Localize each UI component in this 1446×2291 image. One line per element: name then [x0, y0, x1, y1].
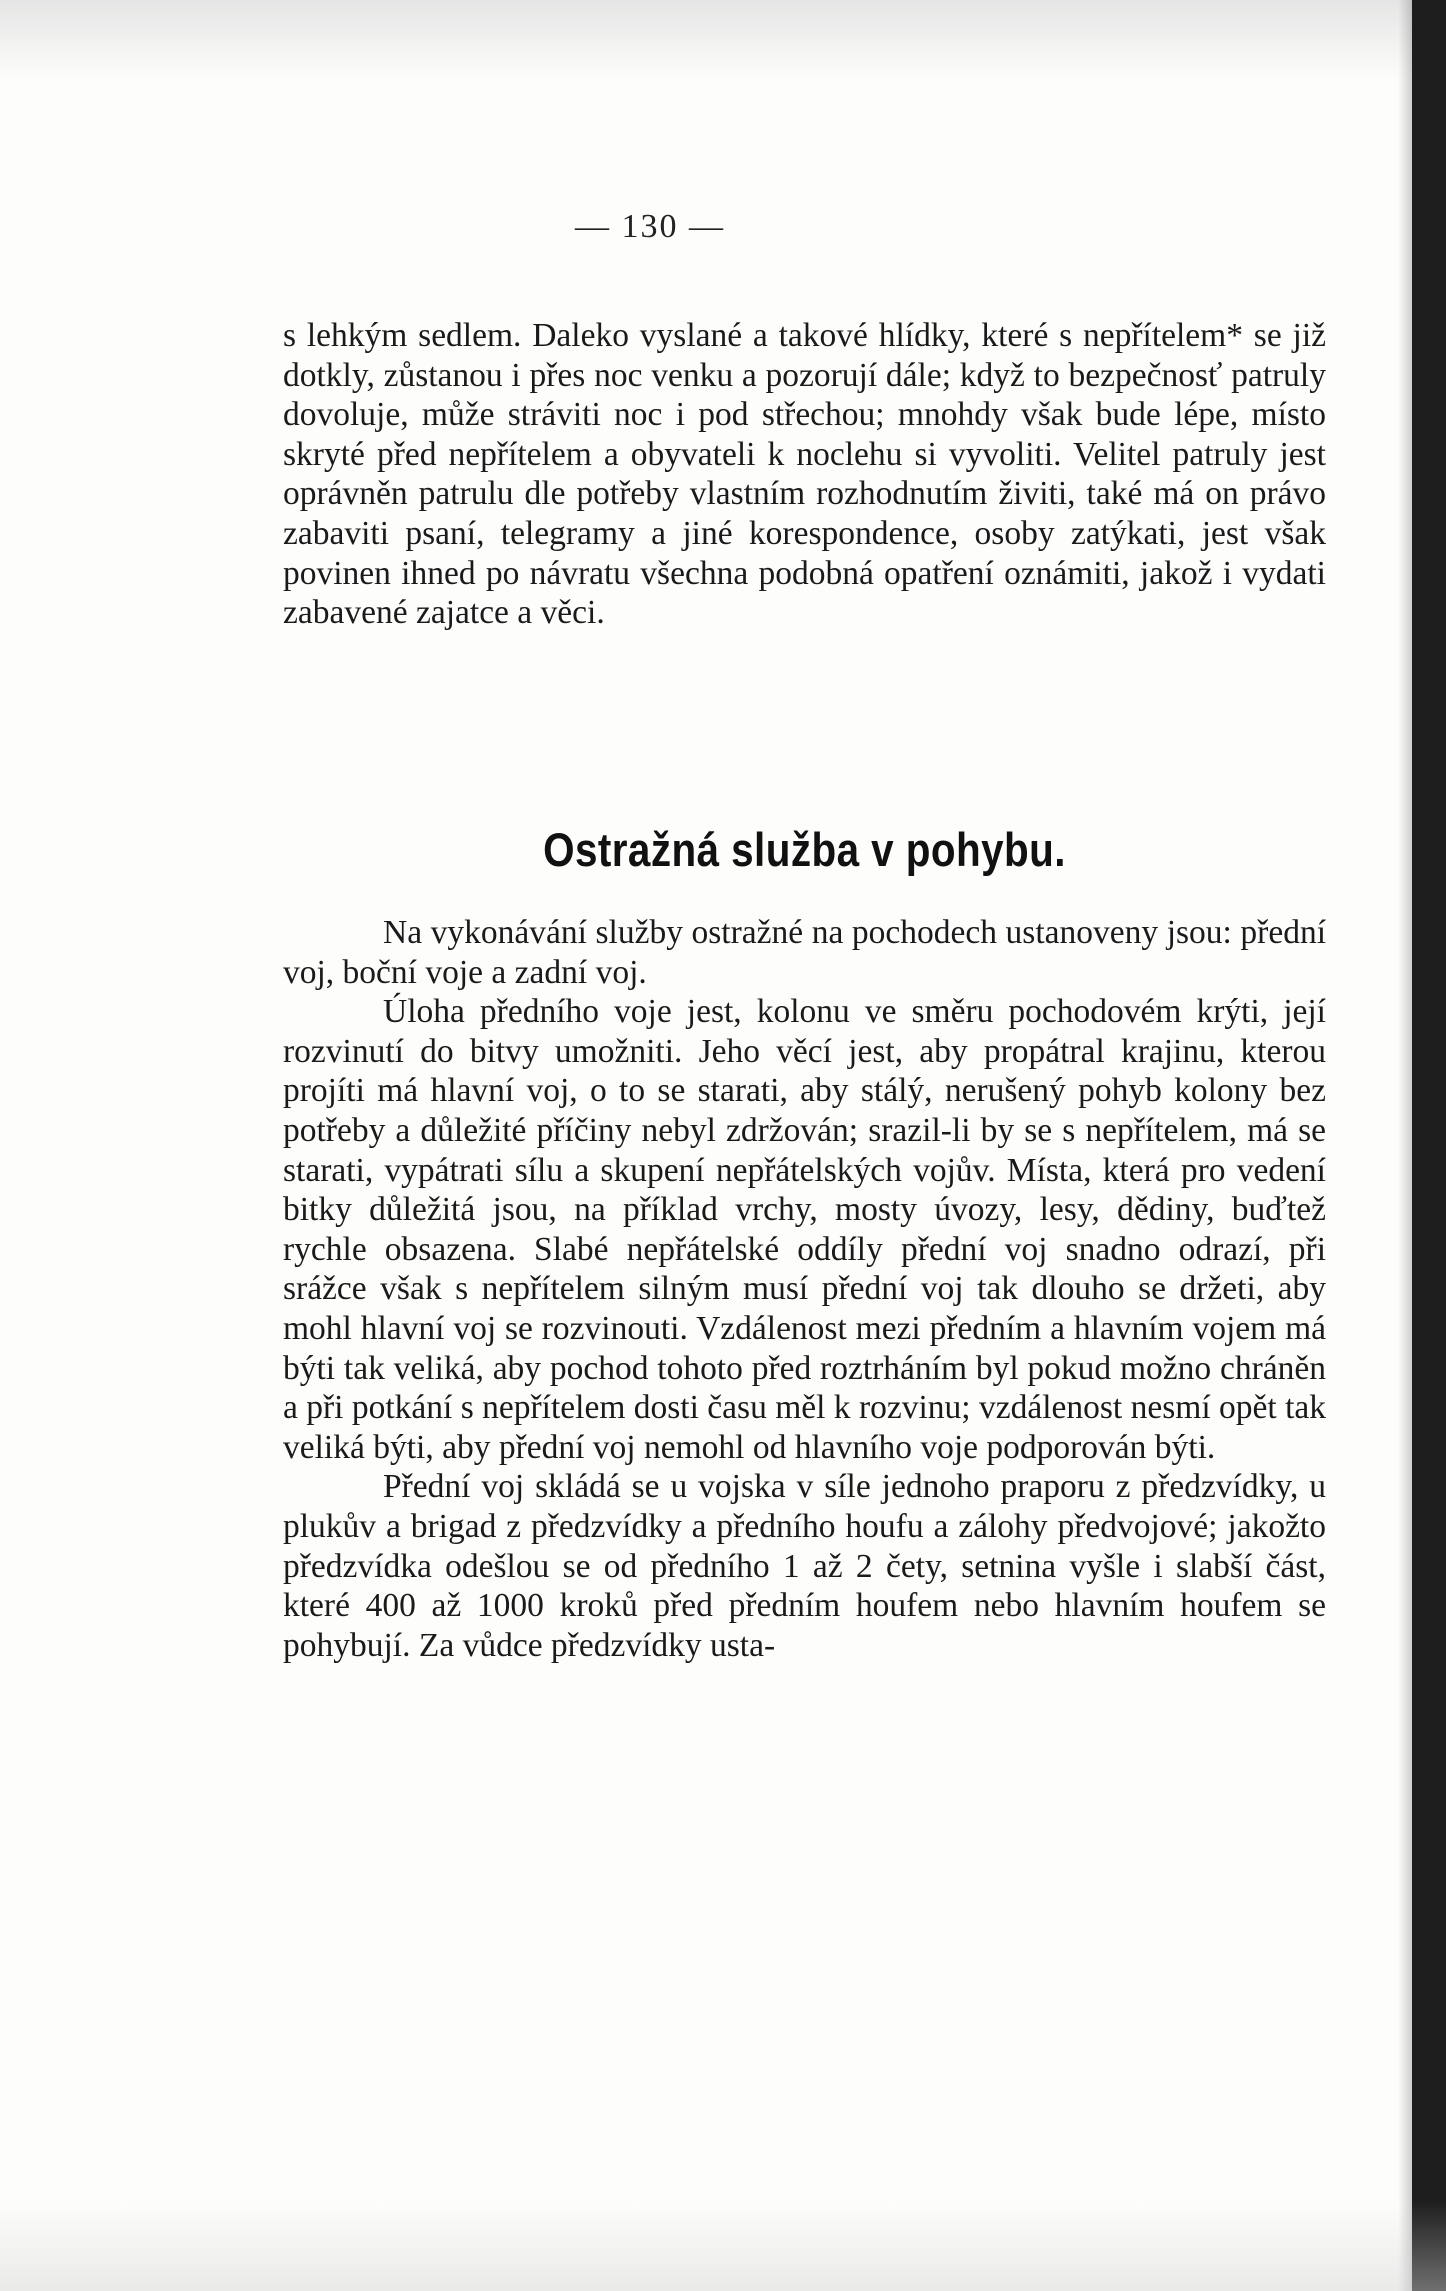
- scan-right-border: [1412, 0, 1446, 2291]
- paragraph-3: Přední voj skládá se u vojska v síle jednoho praporu z předzvídky, u plukův a brigad z předzvídky a předního houfu a zálohy předvojové; jakožto předzvídka odešlou se od předního 1 až 2 čety, setnina vyšle i slabší část, které 400 až 1000 kroků před předním houfem nebo hlavním houfem se pohybují. Za vůdce předzvídky usta-: [283, 1468, 1326, 1664]
- scan-bottom-shadow: [0, 2201, 1446, 2291]
- paragraph-1: Na vykonávání služby ostražné na pochodech ustanoveny jsou: přední voj, boční voje a zadní voj.: [283, 914, 1326, 991]
- main-text-block: [283, 913, 1326, 1665]
- intro-text-block: [283, 316, 1326, 633]
- intro-paragraph: s lehkým sedlem. Daleko vyslané a takové hlídky, které s nepřítelem* se již dotkly, zůstanou i přes noc venku a pozorují dále; když to bezpečnosť patruly dovoluje, může stráviti noc i pod střechou; mnohdy však bude lépe, místo skryté před nepřítelem a obyvateli k noclehu si vyvoliti. Velitel patruly jest oprávněn patrulu dle potřeby vlastním rozhodnutím živiti, také má on právo zabaviti psaní, telegramy a jiné korespondence, osoby zatýkati, jest však povinen ihned po návratu všechna podobná opatření oznámiti, jakož i vydati zabavené zajatce a věci.: [283, 317, 1326, 632]
- paragraph-2: Úloha předního voje jest, kolonu ve směru pochodovém krýti, její rozvinutí do bitvy umožniti. Jeho věcí jest, aby propátral krajinu, kterou projíti má hlavní voj, o to se starati, aby stálý, nerušený pohyb kolony bez potřeby a důležité příčiny nebyl zdržován; srazil-li by se s nepřítelem, má se starati, vypátrati sílu a skupení nepřátelských vojův. Místa, která pro vedení bitky důležitá jsou, na příklad vrchy, mosty úvozy, lesy, dědiny, buďtež rychle obsazena. Slabé nepřátelské oddíly přední voj snadno odrazí, při srážce však s nepřítelem silným musí přední voj tak dlouho se držeti, aby mohl hlavní voj se rozvinouti. Vzdálenost mezi předním a hlavním vojem má býti tak veliká, aby pochod tohoto před roztrháním byl pokud možno chráněn a při potkání s nepřítelem dosti času měl k rozvinu; vzdálenost nesmí opět tak veliká býti, aby přední voj nemohl od hlavního voje podporován býti.: [283, 993, 1326, 1466]
- page-number: — 130 —: [575, 208, 725, 245]
- section-heading: Ostražná služba v pohybu.: [543, 823, 1066, 876]
- scan-gutter-shadow: [1398, 0, 1412, 2291]
- scan-top-shadow: [0, 0, 1446, 80]
